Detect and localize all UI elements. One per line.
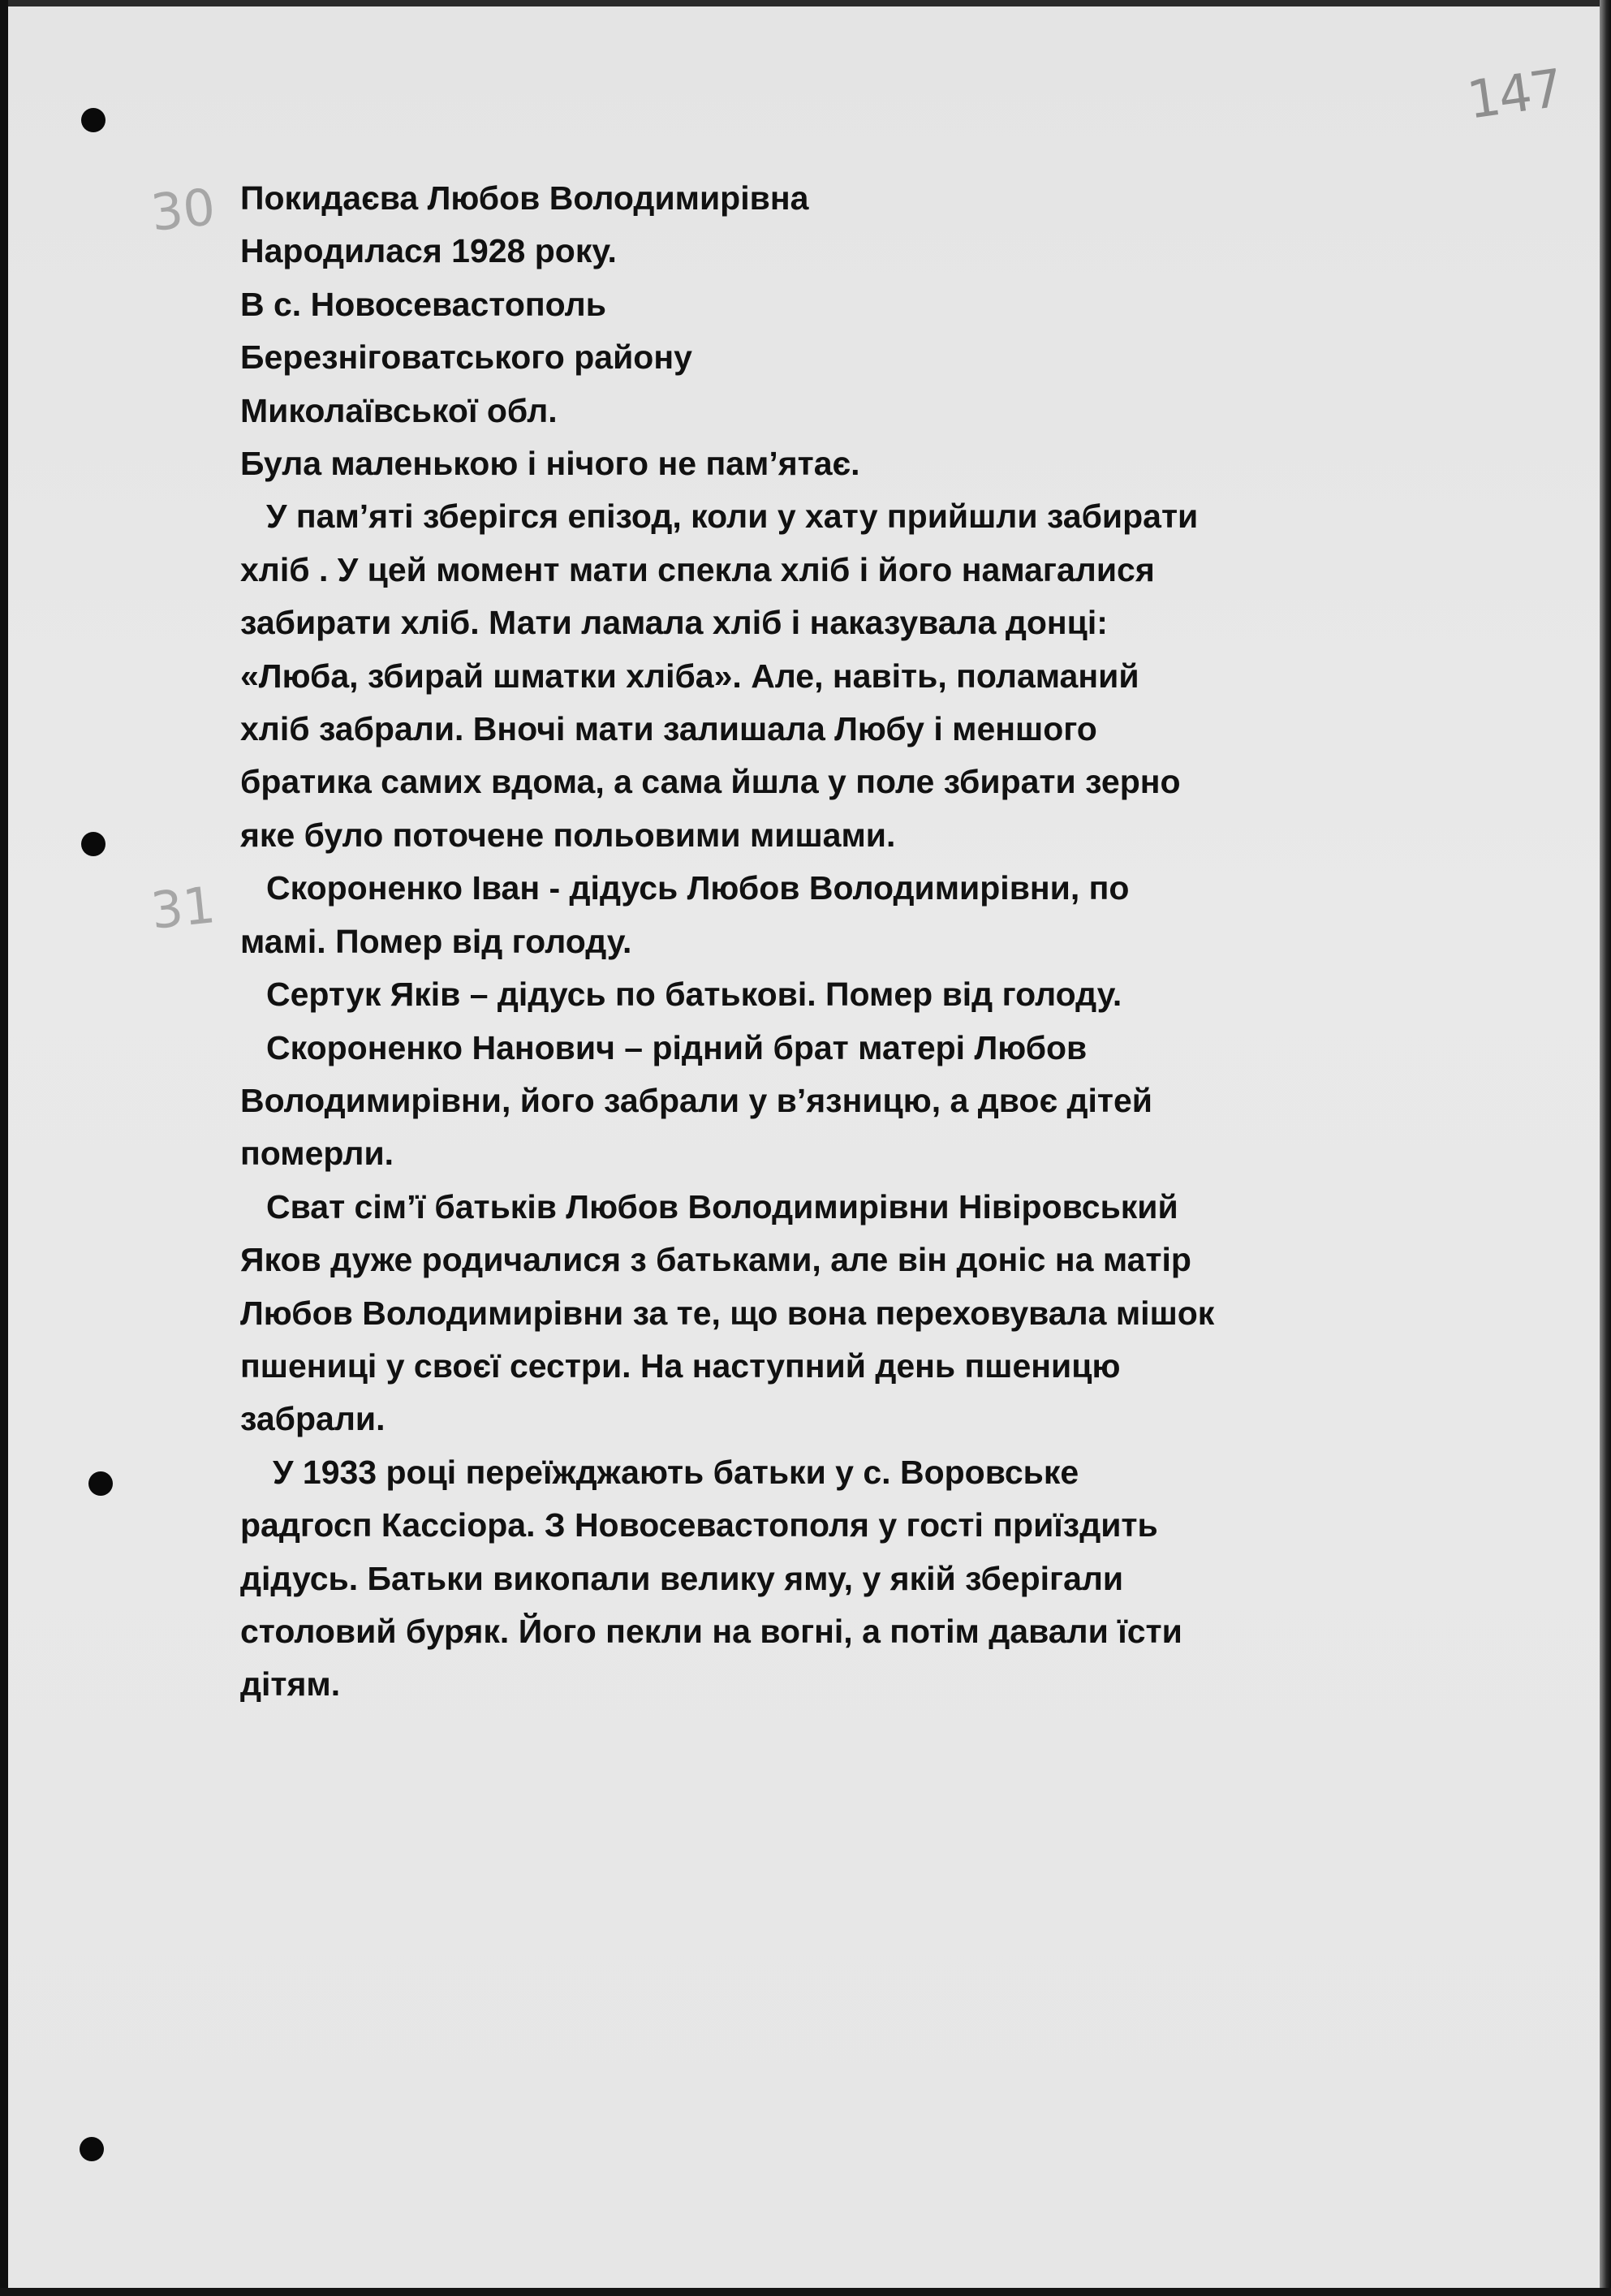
text-line: яке було поточене польовими мишами. <box>240 816 896 854</box>
text-line-village: В с. Новосевастополь <box>240 285 606 323</box>
text-line: мамі. Помер від голоду. <box>240 922 632 960</box>
text-line: дітям. <box>240 1665 341 1704</box>
text-line: померли. <box>240 1135 394 1173</box>
text-line: Сертук Яків – дідусь по батькові. Помер від голоду. <box>266 976 1122 1014</box>
text-line: забирати хліб. Мати ламала хліб і наказувала донці: <box>240 604 1108 642</box>
text-line: Володимирівни, його забрали у в’язницю, а двоє дітей <box>240 1081 1152 1119</box>
text-line: У пам’яті зберігся епізод, коли у хату прийшли забирати <box>266 498 1199 536</box>
scan-edge-bottom <box>0 2288 1611 2296</box>
text-line-district: Березніговатського району <box>240 338 692 377</box>
text-line: Любов Володимирівни за те, що вона переховувала мішок <box>240 1294 1215 1332</box>
scan-edge-right <box>1600 0 1611 2296</box>
text-line: Сват сім’ї батьків Любов Володимирівни Нівіровський <box>266 1187 1178 1226</box>
text-line: забрали. <box>240 1400 386 1438</box>
folio-number: 147 <box>1463 58 1566 131</box>
text-line: столовий буряк. Його пекли на вогні, а потім давали їсти <box>240 1612 1182 1650</box>
scan-edge-left <box>0 0 8 2296</box>
text-line: братика самих вдома, а сама йшла у поле збирати зерно <box>240 763 1181 801</box>
margin-note-30: 30 <box>148 177 218 243</box>
text-line: хліб забрали. Вночі мати залишала Любу і меншого <box>240 710 1097 748</box>
margin-note-31: 31 <box>148 875 218 941</box>
text-line: Скороненко Іван - дідусь Любов Володимирівни, по <box>266 869 1130 907</box>
text-line-name: Покидаєва Любов Володимирівна <box>240 179 809 217</box>
text-line: У 1933 році переїжджають батьки у с. Воровське <box>273 1453 1079 1491</box>
text-line: Скороненко Нанович – рідний брат матері Любов <box>266 1028 1088 1066</box>
text-line: дідусь. Батьки викопали велику яму, у якій зберігали <box>240 1559 1124 1597</box>
text-line-birth-year: Народилася 1928 року. <box>240 232 617 270</box>
text-line: Яков дуже родичалися з батьками, але він доніс на матір <box>240 1241 1191 1279</box>
text-line: пшениці у своєї сестри. На наступний день пшеницю <box>240 1346 1121 1385</box>
text-line-region: Миколаївської обл. <box>240 391 558 429</box>
text-line: Була маленькою і нічого не пам’ятає. <box>240 445 860 483</box>
text-line: «Люба, збирай шматки хліба». Але, навіть, поламаний <box>240 657 1139 695</box>
document-body <box>240 172 1506 1712</box>
punch-hole <box>81 832 106 856</box>
text-line: радгосп Кассіора. З Новосевастополя у гості приїздить <box>240 1506 1158 1544</box>
punch-hole <box>81 108 106 132</box>
punch-hole <box>88 1471 113 1496</box>
scan-edge-top <box>0 0 1611 6</box>
text-line: хліб . У цей момент мати спекла хліб і його намагалися <box>240 550 1155 588</box>
punch-hole <box>80 2137 104 2161</box>
